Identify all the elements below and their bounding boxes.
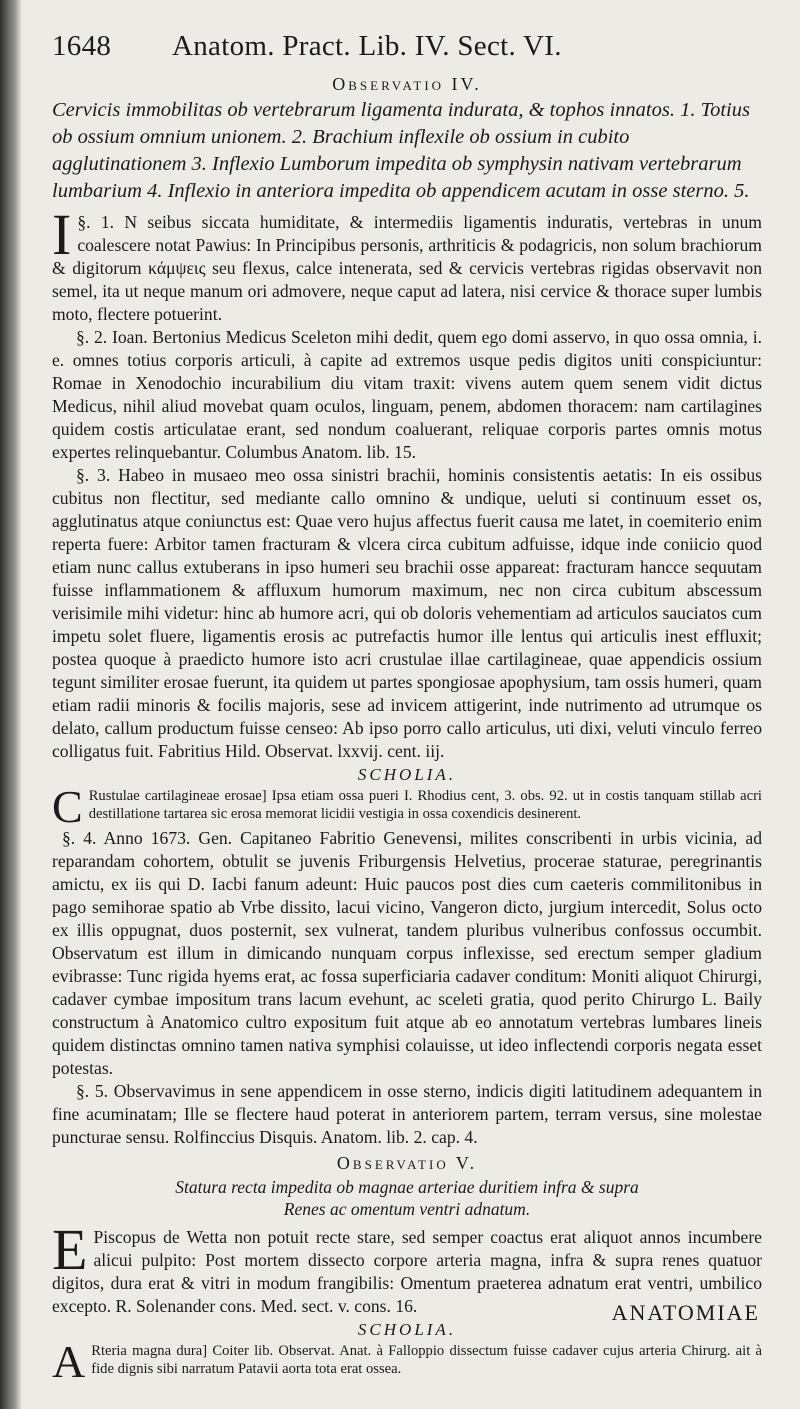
- section-3: [52, 464, 762, 763]
- scholia-1-text: Rustulae cartilagineae erosae] Ipsa etiam ossa pueri I. Rhodius cent, 3. obs. 92. ut in costis tanquam stillab acri destillatione tartarea sic erosa memorat licidii vestigia in ossa coxendicis desinerent.: [88, 788, 762, 822]
- section-5: [52, 1080, 762, 1149]
- section-5-number: §. 5.: [76, 1081, 109, 1101]
- section-4-text: Anno 1673. Gen. Capitaneo Fabritio Genevensi, milites conscribenti in urbis vicinia, ad reparandam cohortem, obtulit se juvenis Friburgensis Helvetius, procerae staturae, peregrinantis amictu, ex iis qui D. Iacbi fanum adeunt: Huic paucos post dies cum caeteris commilitonibus in pago semihorae spatio ab Vrbe dissito, lacui vicino, Vangeron dicto, jurgium intercedit, Solus octo ex illis oppugnat, duos posternit, sex vulnerat, tandem pluribus vulneribus confossus occumbit. Observatum est illum in dimicando nunquam corpus inflexisse, sed erectum semper gladium evibrasse: Tunc rigida hyems erat, ac fossa superficiaria cadaver conditum: Moniti aliquot Chirurgi, cadaver cymbae impositum trans lacum evehunt, ac sceleti gratia, quod perito Chirurgo L. Baily constructum à Anatomico cultro expositum fuit atque ab eo annotatum vertebras lumbares lineis quidem distinctas omnino tamen nativa symphisi colauisse, ut ideo inflectendi corporis negata esset potestas.: [52, 828, 762, 1078]
- section-4: [52, 827, 762, 1080]
- observation-5-text: Piscopus de Wetta non potuit recte stare, sed semper coactus erat aliquot annos incumbere alicui pulpito: Post mortem dissecto corpore arteria magna, infra & supra renes quatuor digitos, dura erat & vitri in modum frangibilis: Omentum praeterea adnatum erat ventri, umbilico excepto. R. Solenander cons. Med. sect. v. cons. 16.: [52, 1227, 762, 1316]
- scholia-1-initial: C: [52, 781, 83, 832]
- section-2: [52, 326, 762, 464]
- section-1-initial: I: [52, 202, 72, 267]
- section-1: [52, 202, 762, 326]
- section-5-text: Observavimus in sene appendicem in osse sterno, indicis digiti latitudinem adequantem in fine acuminatam; Ille se flectere haud poterat in anteriorem partem, terram versus, sine molestae puncturae sensu. Rolfinccius Disquis. Anatom. lib. 2. cap. 4.: [52, 1081, 763, 1147]
- scholia-2-text: Rteria magna dura] Coiter lib. Observat. Anat. à Falloppio dissectum fuisse cadaver cujus arteria Chirurg. ait à fide dignis sibi narratum Patavii aorta tota erat ossea.: [91, 1343, 762, 1377]
- observation-4-heading: Cervicis immobilitas ob vertebrarum ligamenta indurata, & tophos innatos. 1. Totius ob ossium omnium unionem. 2. Brachium inflexile ob ossium in cubito agglutinationem 3. Inflexio Lumborum impedita ob symphysin nativam vertebrarum lumbarium 4. Inflexio in anteriora impedita ob appendicem acutam in osse sterno. 5.: [52, 99, 750, 202]
- section-1-number: §. 1.: [77, 212, 115, 232]
- scholia-2-note: [52, 1336, 762, 1387]
- running-head: [52, 30, 762, 70]
- page-number: 1648: [52, 30, 112, 62]
- section-2-text: Ioan. Bertonius Medicus Sceleton mihi dedit, quem ego domi asservo, in quo ossa omnia, i. e. omnes totius corporis articuli, à capite ad extremos usque pedis digitos uniti conspiciuntur: Romae in Xenodochio incurabilium diu vitam traxit: vivens autem quem senem vidit dictus Medicus, nihil aliud movebat quam oculos, linguam, penem, abdomen thoracem: nam cartilagines quidem costis articulatae erant, sed nondum coaluerant, reliquae corporis partes omnis motus expertes relinquebantur. Columbus Anatom. lib. 15.: [52, 327, 762, 462]
- observation-5-heading-line-2: Renes ac omentum ventri adnatum.: [283, 1199, 531, 1219]
- section-3-number: §. 3.: [76, 465, 111, 485]
- catchword: ANATOMIAE: [611, 1300, 760, 1325]
- section-4-number: §. 4.: [62, 828, 97, 848]
- observation-4-title: Observatio IV.: [332, 74, 482, 94]
- observation-5-title: Observatio V.: [336, 1153, 478, 1173]
- section-2-number: §. 2.: [76, 327, 108, 347]
- scholia-2-title: SCHOLIA.: [357, 1320, 457, 1339]
- running-title: Anatom. Pract. Lib. IV. Sect. VI.: [172, 30, 562, 62]
- scholia-1-title: SCHOLIA.: [357, 765, 457, 784]
- observation-5-heading-line-1: Statura recta impedita ob magnae arteriae duritiem infra & supra: [175, 1177, 639, 1197]
- observation-5-initial: E: [52, 1217, 88, 1282]
- section-3-text: Habeo in musaeo meo ossa sinistri brachii, hominis consistentis aetatis: In eis ossibus cubitus non flectitur, sed mediante callo omnino & undique, ueluti si continuum esset os, agglutinatus atque coniunctus est: Quae vero hujus affectus fuerit causa me latet, in coemiterio enim reperta fuere: Arbitor tamen fracturam & vlcera circa cubitum adfuisse, idque inde coniicio quod etiam nunc callus extuberans in ipso humeri seu brachii osse appareat: fracturam hancce sequutam fuisse inflammationem & affluxum humorum maximum, nec non circa cubitum abscessum verisimile mihi videtur: hinc ab humore acri, qui ob doloris vehementiam ad articulos sauciatos cum impetu solet fluere, ligamentis erosis ac putrefactis humor ille lentus qui articulis inest effluxit; postea quoque à praedicto humore isto acri crustulae illae cartilagineae, quae appendicis ossium tegunt similiter erosae fuerunt, ita quidem ut partes spongiosae apophysium, tam ossis humeri, quam etiam radii minoris & focilis majoris, sese ad invicem attigerint, inde nutrimento ad utrumque os delato, callum productum fuisse censeo: Ab ipso porro callo articulus, uti dixi, veluti vinculo ferreo colligatus fuit. Fabritius Hild. Observat. lxxvij. cent. iij.: [52, 465, 763, 761]
- scholia-1-note: [52, 781, 762, 832]
- section-1-text: N seibus siccata humiditate, & intermediis ligamentis induratis, vertebras in unum coalescere notat Pawius: In Principibus personis, arthriticis & podagricis, non solum brachiorum & digitorum κάμψεις seu flexus, calce intenerata, sed & cervicis vertebras rigidas observavit non semel, ita ut neque manum ori admovere, neque caput ad latera, nisi cervice & thorace super lumbis moto, flectere potuerint.: [52, 212, 762, 324]
- scholia-2-initial: A: [52, 1336, 86, 1387]
- binding-gutter: [0, 0, 22, 1409]
